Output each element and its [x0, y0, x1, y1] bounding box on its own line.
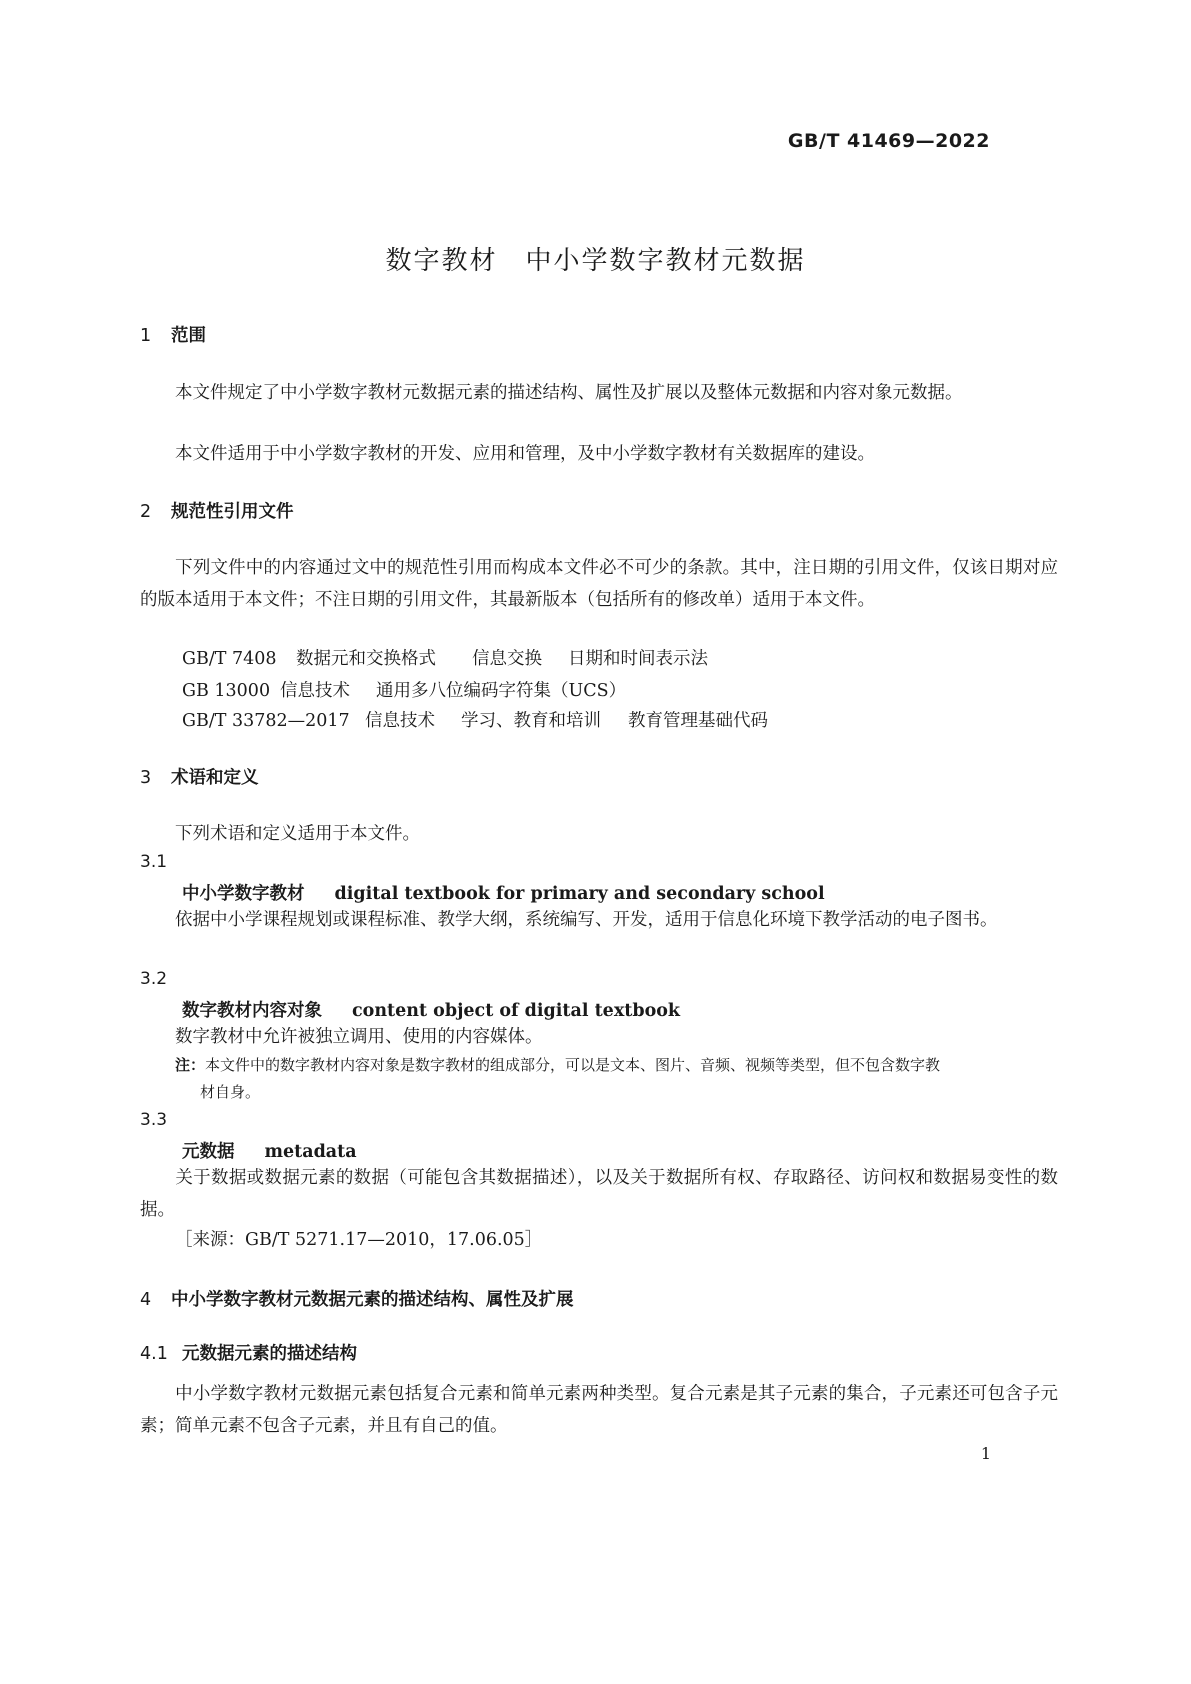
section-title: 规范性引用文件 — [171, 502, 294, 522]
standard-number: GB/T 41469—2022 — [787, 130, 990, 152]
term-definition — [140, 904, 1058, 936]
paragraph-text: 依据中小学课程规划或课程标准、教学大纲，系统编写、开发，适用于信息化环境下教学活动的电子图书。 — [175, 910, 998, 930]
term-english: metadata — [264, 1142, 357, 1162]
section-1-paragraph-2 — [140, 438, 1058, 470]
term-source: ［来源：GB/T 5271.17—2010，17.06.05］ — [175, 1230, 543, 1250]
section-title: 范围 — [171, 326, 206, 346]
section-number: 1 — [140, 326, 152, 346]
term-english: content object of digital textbook — [352, 1001, 681, 1021]
paragraph-text: 数字教材中允许被独立调用、使用的内容媒体。 — [175, 1027, 543, 1047]
note-label: 注： — [175, 1056, 206, 1074]
note-text: 材自身。 — [200, 1083, 261, 1101]
term-definition — [140, 1021, 1058, 1053]
document-title: 数字教材 中小学数字教材元数据 — [385, 246, 806, 276]
paragraph-text: 关于数据或数据元素的数据（可能包含其数据描述），以及关于数据所有权、存取路径、访问权和数据易变性的数据。 — [140, 1168, 1058, 1220]
section-3-intro — [140, 818, 1058, 850]
subsection-number: 4.1 — [140, 1344, 168, 1364]
section-4-heading — [140, 1286, 574, 1311]
term-number: 3.1 — [140, 852, 168, 872]
section-2-paragraph-1 — [140, 552, 1058, 616]
reference-title-part: 信息交换 — [472, 649, 542, 669]
section-number: 3 — [140, 768, 152, 788]
paragraph-text: 下列文件中的内容通过文中的规范性引用而构成本文件必不可少的条款。其中，注日期的引用文件，仅该日期对应的版本适用于本文件；不注日期的引用文件，其最新版本（包括所有的修改单）适用于本文件。 — [140, 558, 1058, 610]
term-entry — [182, 997, 680, 1022]
reference-code: GB/T 7408 — [182, 649, 277, 669]
note — [175, 1052, 1058, 1106]
reference-title-part: 通用多八位编码字符集（UCS） — [376, 681, 627, 701]
page-number: 1 — [980, 1444, 991, 1463]
section-number: 4 — [140, 1290, 152, 1310]
reference-title-part: 学习、教育和培训 — [461, 711, 601, 731]
reference-title-part: 数据元和交换格式 — [296, 649, 436, 669]
section-3-heading — [140, 764, 259, 789]
term-number: 3.2 — [140, 969, 168, 989]
reference-title-part: 信息技术 — [365, 711, 435, 731]
section-1-paragraph-1 — [140, 377, 1058, 409]
reference-title-part: 教育管理基础代码 — [628, 711, 768, 731]
reference-code: GB/T 33782—2017 — [182, 711, 350, 731]
term-definition — [140, 1162, 1058, 1226]
subsection-title: 元数据元素的描述结构 — [182, 1344, 357, 1364]
section-title: 中小学数字教材元数据元素的描述结构、属性及扩展 — [171, 1290, 574, 1310]
subsection-4-1-heading — [140, 1340, 357, 1365]
term-chinese: 中小学数字教材 — [182, 884, 305, 904]
reference-code: GB 13000 — [182, 681, 271, 701]
section-1-heading — [140, 322, 206, 347]
term-english: digital textbook for primary and secondary school — [334, 884, 825, 904]
term-chinese: 元数据 — [182, 1142, 235, 1162]
normative-reference — [182, 677, 626, 702]
normative-reference — [182, 707, 768, 732]
reference-title-part: 日期和时间表示法 — [568, 649, 708, 669]
section-2-heading — [140, 498, 294, 523]
section-number: 2 — [140, 502, 152, 522]
paragraph-text: 中小学数字教材元数据元素包括复合元素和简单元素两种类型。复合元素是其子元素的集合，子元素还可包含子元素；简单元素不包含子元素，并且有自己的值。 — [140, 1384, 1058, 1436]
normative-reference — [182, 645, 708, 670]
reference-title-part: 信息技术 — [280, 681, 350, 701]
term-entry — [182, 1138, 357, 1163]
term-entry — [182, 880, 825, 905]
paragraph-text: 本文件规定了中小学数字教材元数据元素的描述结构、属性及扩展以及整体元数据和内容对象元数据。 — [175, 383, 963, 403]
subsection-4-1-paragraph-1 — [140, 1378, 1058, 1442]
section-title: 术语和定义 — [171, 768, 259, 788]
term-chinese: 数字教材内容对象 — [182, 1001, 322, 1021]
term-number: 3.3 — [140, 1110, 168, 1130]
paragraph-text: 下列术语和定义适用于本文件。 — [175, 824, 420, 844]
paragraph-text: 本文件适用于中小学数字教材的开发、应用和管理，及中小学数字教材有关数据库的建设。 — [175, 444, 875, 464]
note-text: 本文件中的数字教材内容对象是数字教材的组成部分，可以是文本、图片、音频、视频等类型，但不包含数字教 — [205, 1056, 941, 1074]
